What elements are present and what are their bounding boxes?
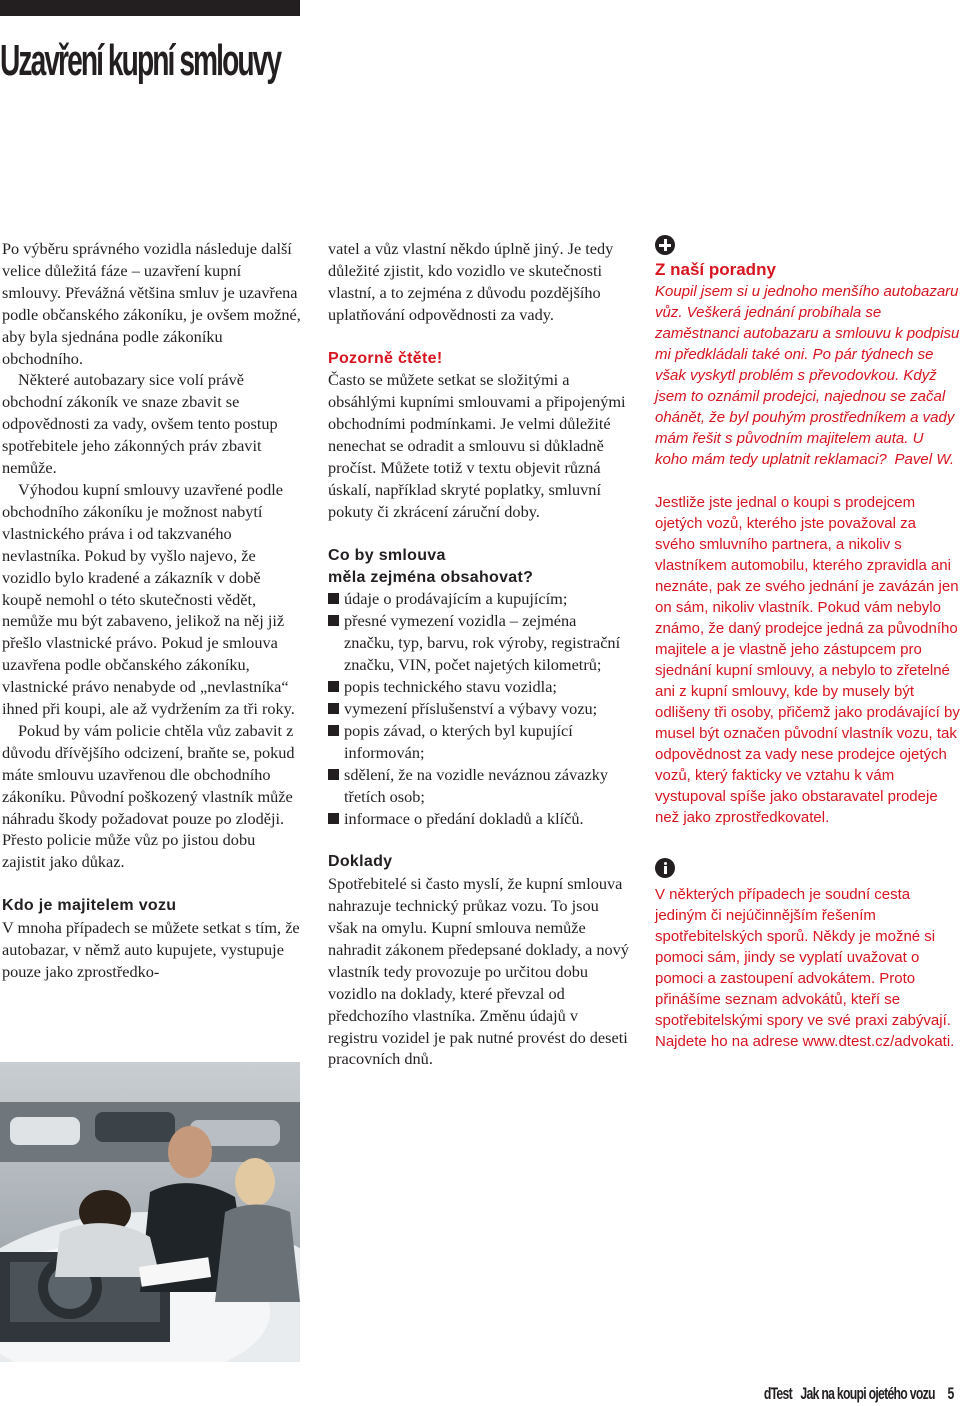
info-text: V některých případech je soudní cesta jediným či nejúčinnějším řešením spotřebitelských sporů. Někdy je možné si pomoci sám, jindy se vyplatí uvažovat o pomoci a zastoupení advokátem. Proto přinášíme seznam advokátů, kteří se spotřebitelskými spory ve své praxi zabývají. Najdete ho na adrese www.dtest.cz/advokati. bbox=[655, 886, 955, 1050]
footer-section: Jak na koupi ojetého vozu bbox=[800, 1384, 936, 1403]
section-heading: Doklady bbox=[328, 853, 393, 871]
section-heading: Kdo je majitelem vozu bbox=[2, 897, 177, 915]
paragraph: Po výběru správného vozidla následuje další velice důležitá fáze – uzavření kupní smlouvy. Převážná většina smluv je uzavřena podle občanského zákoníku, je ovšem možné, aby byla sjednána podle zákoníku obchodního. bbox=[2, 239, 301, 368]
list-item: vymezení příslušenství a výbavy vozu; bbox=[328, 698, 630, 720]
column-1 bbox=[2, 238, 302, 983]
section-heading: Co by smlouva bbox=[328, 546, 446, 564]
info-box bbox=[655, 884, 960, 1052]
question-text: Koupil jsem si u jednoho menšího autobazaru vůz. Veškerá jednání probíhala se zaměstnanci autobazaru a smlouvu k podpisu mi předkládali také oni. Po pár týdnech se však vyskytl problém s převodovkou. Když jsem to oznámil prodejci, najednou se začal ohánět, že byl pouhým prostředníkem a vady mám řešit s původním majitelem auta. U koho mám tedy uplatnit reklamaci? bbox=[655, 283, 960, 468]
list-item: popis závad, o kterých byl kupující informován; bbox=[328, 720, 630, 764]
list-item: sdělení, že na vozidle neváznou závazky třetích osob; bbox=[328, 764, 630, 808]
section-heading: Pozorně čtěte! bbox=[328, 349, 443, 367]
page-footer bbox=[764, 1384, 954, 1404]
section-heading: měla zejména obsahovat? bbox=[328, 568, 534, 586]
advice-answer bbox=[655, 492, 960, 828]
list-item: přesné vymezení vozidla – zejména značku, typ, barvu, rok výroby, registrační značku, VIN, počet najetých kilometrů; bbox=[328, 610, 630, 676]
paragraph: Často se můžete setkat se složitými a obsáhlými kupními smlouvami a připojenými obchodními podmínkami. Je velmi důležité nenechat se odradit a smlouvu si důkladně pročíst. Můžete totiž v textu objevit různá úskalí, například skryté poplatky, smluvní pokuty či zkrácení záruční doby. bbox=[328, 370, 626, 521]
page-number: 5 bbox=[947, 1384, 954, 1403]
list-item: údaje o prodávajícím a kupujícím; bbox=[328, 588, 630, 610]
paragraph: V mnoha případech se můžete setkat s tím, že autobazar, v němž auto kupujete, vystupuje pouze jako zprostředko- bbox=[2, 918, 300, 981]
top-bar bbox=[0, 0, 300, 16]
advice-title: Z naší poradny bbox=[655, 260, 776, 279]
photo-illustration bbox=[0, 1062, 300, 1362]
list-item: informace o předání dokladů a klíčů. bbox=[328, 808, 630, 830]
paragraph: Některé autobazary sice volí právě obchodní zákoník ve snaze zbavit se odpovědnosti za vady, ovšem tento postup spotřebitele jeho zákonných práv zbavit nemůže. bbox=[2, 370, 278, 478]
footer-brand: dTest bbox=[764, 1384, 793, 1403]
paragraph: Výhodou kupní smlouvy uzavřené podle obchodního zákoníku je možnost nabytí vlastnického práva i od takzvaného nevlastníka. Pokud by vyšlo najevo, že vozidlo bylo kradené a zákazník v době koupě nemohl o této skutečnosti vědět, nemůže mu být zabaveno, jelikož na něj již přešlo vlastnické právo. Pokud je smlouva uzavřena podle občanského zákoníku, vlastnické právo nenabyde od „nevlastníka“ ihned při koupi, ale až vydržením za tři roky. bbox=[2, 479, 295, 719]
column-3 bbox=[655, 235, 960, 1052]
contract-contents-list bbox=[328, 588, 630, 829]
reader-question bbox=[655, 281, 960, 470]
answer-text: Jestliže jste jednal o koupi s prodejcem ojetých vozů, kterého jste považoval za svého smluvního partnera, a nikoliv s vlastníkem automobilu, kterého zpravidla ani neznáte, pak ze svého jednání je zavázán jen on sám, nikoliv vlastník. Pokud vám nebylo známo, že daný prodejce jedná za původního majitele a je vlastně jeho zástupcem pro sjednání kupní smlouvy, a nebylo to zřetelné ani z kupní smlouvy, kde by musely být odlišeny tři osoby, přičemž jako prodávající by musel být označen původní vlastník vozu, tak odpovědnost za vady nese prodejce ojetých vozů, který fakticky ve vztahu k vám vystupoval spíše jako obstaravatel prodeje než jako zprostředkovatel. bbox=[655, 494, 960, 826]
car-dealer-photo bbox=[0, 1062, 300, 1362]
paragraph: Spotřebitelé si často myslí, že kupní smlouva nahrazuje technický průkaz vozu. To jsou však na omylu. Kupní smlouva nemůže nahradit zákonem předepsané doklady, a nový vlastník tedy provozuje po určitou dobu vozidlo na doklady, které převzal od předchozího vlastníka. Změnu údajů v registru vozidel je pak nutné provést do deseti pracovních dnů. bbox=[328, 874, 629, 1069]
list-item: popis technického stavu vozidla; bbox=[328, 676, 630, 698]
plus-circle-icon bbox=[655, 235, 675, 255]
paragraph: Pokud by vám policie chtěla vůz zabavit z důvodu dřívějšího odcizení, braňte se, pokud máte smlouvu uzavřenou dle obchodního zákoníku. Původní poškozený vlastník může náhradu škody požadovat pouze po zloději. Přesto policie může vůz po jistou dobu zajistit jako důkaz. bbox=[2, 720, 295, 872]
column-2 bbox=[328, 238, 630, 1070]
info-circle-icon bbox=[655, 858, 675, 878]
question-author: Pavel W. bbox=[894, 451, 954, 468]
paragraph: vatel a vůz vlastní někdo úplně jiný. Je tedy důležité zjistit, kdo vozidlo ve skutečnosti vlastní, a to zejména z důvodu pozdějšího uplatňování odpovědnosti za vady. bbox=[328, 239, 614, 324]
page-title: Uzavření kupní smlouvy bbox=[0, 36, 281, 85]
